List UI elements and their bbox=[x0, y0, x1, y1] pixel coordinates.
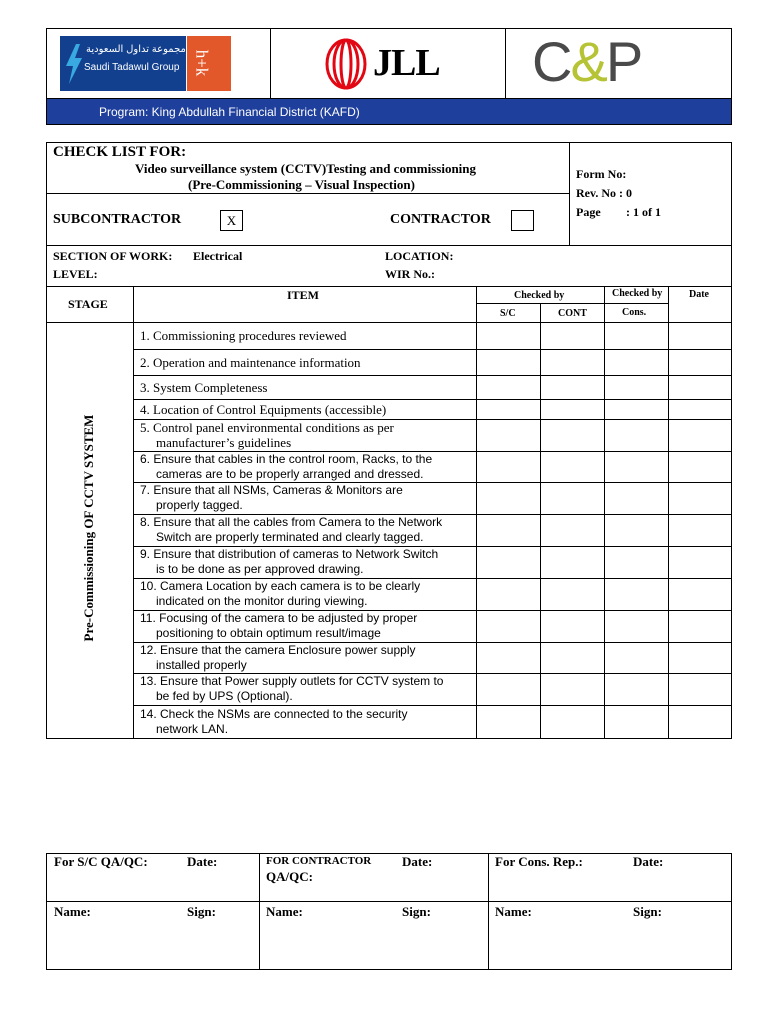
checklist-item-line1: 2. Operation and maintenance information bbox=[140, 354, 361, 370]
contractor-qaqc-label-2: QA/QC: bbox=[266, 869, 313, 884]
subcontractor-checkbox[interactable]: X bbox=[220, 210, 243, 231]
date-cell[interactable] bbox=[669, 706, 731, 738]
level-label: LEVEL: bbox=[53, 267, 98, 281]
check-cell-cont[interactable] bbox=[541, 515, 604, 546]
check-cell-sc[interactable] bbox=[477, 706, 540, 738]
checklist-item bbox=[140, 515, 474, 545]
checklist-item-line2: installed properly bbox=[156, 658, 247, 672]
check-cell-cons[interactable] bbox=[605, 323, 668, 349]
checklist-item bbox=[140, 674, 474, 704]
check-cell-sc[interactable] bbox=[477, 452, 540, 482]
contractor-name-label: Name: bbox=[266, 904, 303, 919]
check-cell-cont[interactable] bbox=[541, 376, 604, 399]
checklist-item-line1: 10. Camera Location by each camera is to be clearly bbox=[140, 579, 421, 593]
logo-cell-tadawul bbox=[46, 28, 271, 99]
checklist-item-line1: 1. Commissioning procedures reviewed bbox=[140, 328, 347, 343]
col-checked-by-cons: Checked by bbox=[612, 288, 663, 299]
checklist-item bbox=[140, 402, 474, 417]
page-value: : 1 of 1 bbox=[626, 205, 661, 219]
col-sc: S/C bbox=[500, 308, 516, 319]
check-cell-sc[interactable] bbox=[477, 323, 540, 349]
checklist-item bbox=[140, 355, 474, 370]
date-cell[interactable] bbox=[669, 400, 731, 419]
checklist-item-line2: positioning to obtain optimum result/image bbox=[156, 626, 381, 640]
cons-date-label: Date: bbox=[633, 854, 664, 869]
check-cell-cons[interactable] bbox=[605, 706, 668, 738]
logo-cell-jll bbox=[270, 28, 506, 99]
checklist-item-line2: indicated on the monitor during viewing. bbox=[156, 594, 368, 608]
check-cell-cons[interactable] bbox=[605, 400, 668, 419]
cp-logo-text: C&P bbox=[532, 30, 642, 93]
checklist-item bbox=[140, 547, 474, 577]
sc-qaqc-label: For S/C QA/QC: bbox=[54, 854, 148, 869]
hk-logo-text: h+k bbox=[192, 49, 212, 77]
checklist-item-line1: 14. Check the NSMs are connected to the security bbox=[140, 706, 408, 721]
col-cont: CONT bbox=[558, 308, 587, 319]
check-cell-cons[interactable] bbox=[605, 376, 668, 399]
checklist-item bbox=[140, 452, 474, 482]
section-value: Electrical bbox=[193, 249, 243, 263]
check-cell-cont[interactable] bbox=[541, 483, 604, 514]
col-stage: STAGE bbox=[68, 297, 108, 311]
check-cell-cont[interactable] bbox=[541, 400, 604, 419]
page-label: Page bbox=[576, 205, 601, 219]
check-cell-sc[interactable] bbox=[477, 643, 540, 673]
check-cell-cons[interactable] bbox=[605, 420, 668, 451]
rev-no: Rev. No : 0 bbox=[576, 186, 632, 200]
jll-logo-text: JLL bbox=[373, 42, 440, 84]
checklist-item-line1: 11. Focusing of the camera to be adjusted by proper bbox=[140, 611, 418, 625]
checklist-item-line1: 13. Ensure that Power supply outlets for CCTV system to bbox=[140, 674, 444, 688]
wir-label: WIR No.: bbox=[385, 267, 435, 281]
check-cell-sc[interactable] bbox=[477, 483, 540, 514]
tadawul-arabic: مجموعة تداول السعودية bbox=[86, 44, 186, 55]
date-cell[interactable] bbox=[669, 643, 731, 673]
contractor-date-label: Date: bbox=[402, 854, 433, 869]
date-cell[interactable] bbox=[669, 483, 731, 514]
check-cell-sc[interactable] bbox=[477, 674, 540, 705]
program-banner: Program: King Abdullah Financial District (KAFD) bbox=[46, 98, 732, 125]
date-cell[interactable] bbox=[669, 452, 731, 482]
checklist-item-line1: 12. Ensure that the camera Enclosure power supply bbox=[140, 643, 416, 657]
check-cell-cont[interactable] bbox=[541, 643, 604, 673]
check-cell-sc[interactable] bbox=[477, 400, 540, 419]
checklist-item-line1: 6. Ensure that cables in the control room, Racks, to the bbox=[140, 452, 433, 466]
hk-logo bbox=[187, 36, 231, 91]
check-cell-cont[interactable] bbox=[541, 579, 604, 610]
check-cell-cons[interactable] bbox=[605, 579, 668, 610]
cons-rep-label: For Cons. Rep.: bbox=[495, 854, 583, 869]
contractor-label: CONTRACTOR bbox=[390, 212, 491, 227]
checklist-item-line2: Switch are properly terminated and clearly tagged. bbox=[156, 530, 424, 544]
check-cell-sc[interactable] bbox=[477, 420, 540, 451]
col-checked-by: Checked by bbox=[514, 290, 565, 301]
checklist-item bbox=[140, 380, 474, 395]
check-cell-cont[interactable] bbox=[541, 611, 604, 642]
logo-cell-cp bbox=[505, 28, 732, 99]
col-date: Date bbox=[689, 289, 709, 300]
check-cell-sc[interactable] bbox=[477, 579, 540, 610]
stage-label: Pre-Commissioning OF CCTV SYSTEM bbox=[81, 414, 96, 642]
checklist-item-line2: cameras are to be properly arranged and dressed. bbox=[156, 467, 424, 481]
checklist-heading: CHECK LIST FOR: bbox=[53, 144, 187, 160]
signoff-table bbox=[46, 853, 732, 970]
check-cell-sc[interactable] bbox=[477, 515, 540, 546]
checklist-item-line2: properly tagged. bbox=[156, 498, 243, 512]
checklist-item-line1: 3. System Completeness bbox=[140, 379, 268, 395]
sc-date-label: Date: bbox=[187, 854, 218, 869]
checklist-item-line1: 8. Ensure that all the cables from Camera to the Network bbox=[140, 515, 443, 529]
check-cell-sc[interactable] bbox=[477, 350, 540, 375]
contractor-checkbox[interactable] bbox=[511, 210, 534, 231]
checklist-item-line1: 9. Ensure that distribution of cameras to Network Switch bbox=[140, 547, 439, 561]
date-cell[interactable] bbox=[669, 350, 731, 375]
checklist-title-1: Video surveillance system (CCTV)Testing and commissioning bbox=[135, 161, 477, 176]
checklist-item bbox=[140, 328, 474, 343]
check-cell-cont[interactable] bbox=[541, 547, 604, 578]
check-cell-cont[interactable] bbox=[541, 350, 604, 375]
check-cell-cons[interactable] bbox=[605, 547, 668, 578]
checklist-item bbox=[140, 643, 474, 673]
check-cell-cont[interactable] bbox=[541, 452, 604, 482]
checklist-item-line1: 7. Ensure that all NSMs, Cameras & Monitors are bbox=[140, 483, 403, 497]
checklist-title-2: (Pre-Commissioning – Visual Inspection) bbox=[188, 177, 415, 192]
check-cell-cons[interactable] bbox=[605, 452, 668, 482]
form-no: Form No: bbox=[576, 167, 627, 181]
check-cell-cont[interactable] bbox=[541, 674, 604, 705]
checklist-item-line1: 4. Location of Control Equipments (accessible) bbox=[140, 401, 387, 417]
tadawul-bolt-icon bbox=[64, 44, 84, 84]
jll-globe-icon bbox=[325, 38, 367, 90]
col-cons: Cons. bbox=[622, 307, 647, 318]
checklist-item-line2: is to be done as per approved drawing. bbox=[156, 562, 364, 576]
check-cell-cont[interactable] bbox=[541, 420, 604, 451]
check-cell-sc[interactable] bbox=[477, 611, 540, 642]
date-cell[interactable] bbox=[669, 323, 731, 349]
check-cell-cons[interactable] bbox=[605, 674, 668, 705]
date-cell[interactable] bbox=[669, 515, 731, 546]
checklist-item-line2: manufacturer’s guidelines bbox=[156, 435, 292, 450]
date-cell[interactable] bbox=[669, 420, 731, 451]
cons-name-label: Name: bbox=[495, 904, 532, 919]
check-cell-cons[interactable] bbox=[605, 643, 668, 673]
checklist-item-line2: be fed by UPS (Optional). bbox=[156, 689, 293, 703]
date-cell[interactable] bbox=[669, 674, 731, 705]
sc-sign-label: Sign: bbox=[187, 904, 216, 919]
checklist-item-line2: network LAN. bbox=[156, 721, 229, 736]
contractor-sign-label: Sign: bbox=[402, 904, 431, 919]
check-cell-cons[interactable] bbox=[605, 611, 668, 642]
check-cell-cons[interactable] bbox=[605, 350, 668, 375]
checklist-item bbox=[140, 707, 474, 737]
checklist-item bbox=[140, 420, 474, 450]
date-cell[interactable] bbox=[669, 611, 731, 642]
check-cell-cons[interactable] bbox=[605, 515, 668, 546]
check-cell-sc[interactable] bbox=[477, 547, 540, 578]
check-cell-cont[interactable] bbox=[541, 323, 604, 349]
checklist-item-line1: 5. Control panel environmental conditions as per bbox=[140, 420, 394, 435]
tadawul-logo bbox=[60, 36, 186, 91]
date-cell[interactable] bbox=[669, 547, 731, 578]
col-item: ITEM bbox=[287, 288, 320, 302]
cons-sign-label: Sign: bbox=[633, 904, 662, 919]
checklist-item bbox=[140, 483, 474, 513]
checklist-item bbox=[140, 579, 474, 609]
section-label: SECTION OF WORK: bbox=[53, 249, 173, 263]
contractor-qaqc-label-1: FOR CONTRACTOR bbox=[266, 855, 372, 867]
tadawul-english: Saudi Tadawul Group bbox=[84, 62, 180, 73]
sc-name-label: Name: bbox=[54, 904, 91, 919]
date-cell[interactable] bbox=[669, 376, 731, 399]
date-cell[interactable] bbox=[669, 579, 731, 610]
check-cell-cont[interactable] bbox=[541, 706, 604, 738]
checklist-item bbox=[140, 611, 474, 641]
check-cell-cons[interactable] bbox=[605, 483, 668, 514]
location-label: LOCATION: bbox=[385, 249, 454, 263]
subcontractor-label: SUBCONTRACTOR bbox=[53, 212, 182, 227]
check-cell-sc[interactable] bbox=[477, 376, 540, 399]
